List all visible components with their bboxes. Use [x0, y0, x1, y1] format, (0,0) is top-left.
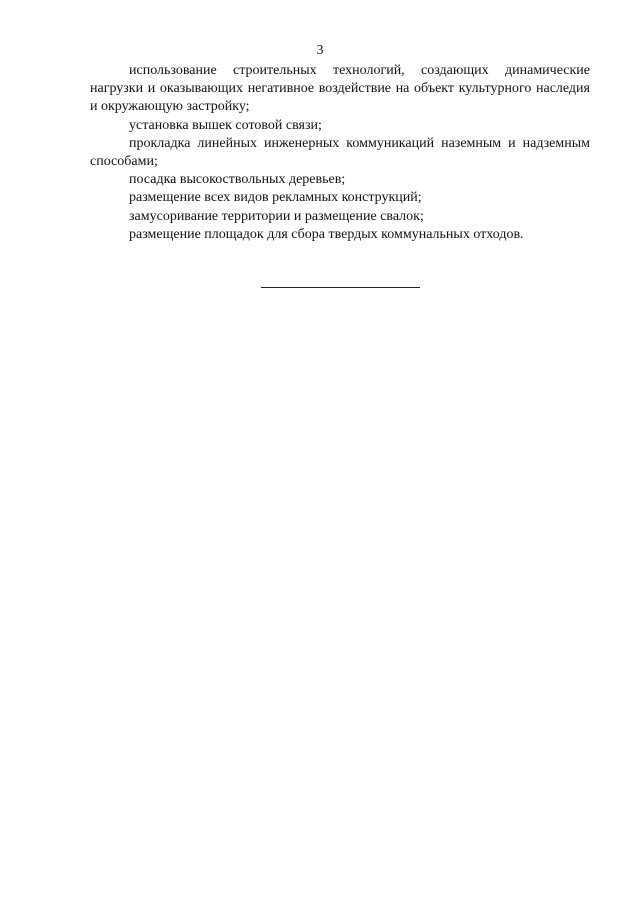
list-item: прокладка линейных инженерных коммуникаций наземным и надземным способами;	[90, 135, 590, 170]
list-item: замусоривание территории и размещение свалок;	[129, 208, 424, 224]
page-number: 3	[316, 43, 324, 58]
closing-divider-line	[261, 287, 420, 288]
list-item: размещение всех видов рекламных конструкций;	[129, 190, 422, 206]
list-item: размещение площадок для сбора твердых коммунальных отходов.	[129, 226, 524, 242]
list-item: использование строительных технологий, создающих динамические нагрузки и оказывающих негативное воздействие на объект культурного наследия и окружающую застройку;	[90, 63, 590, 115]
restrictions-list	[90, 62, 590, 244]
list-item: установка вышек сотовой связи;	[129, 117, 322, 133]
list-item: посадка высокоствольных деревьев;	[129, 172, 346, 188]
